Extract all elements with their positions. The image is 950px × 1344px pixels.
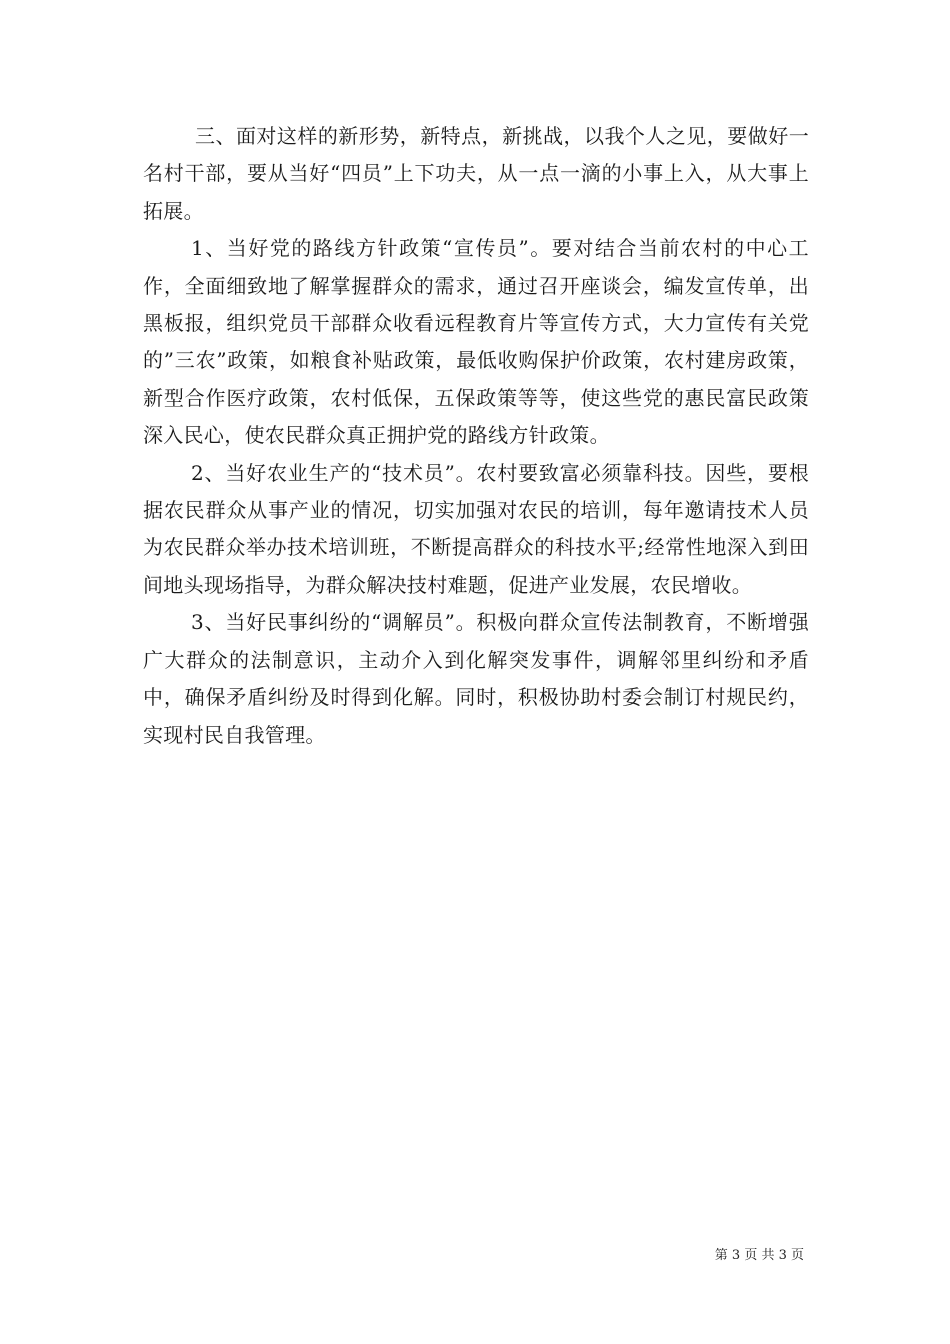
paragraph-item-2-technician: 2、当好农业生产的“技术员”。农村要致富必须靠科技。因些，要根据农民群众从事产业的情况，切实加强对农民的培训，每年邀请技术人员为农民群众举办技术培训班，不断提高群众的科技水平;经常性地深入到田间地头现场指导，为群众解决技村难题，促进产业发展，农民增收。 xyxy=(143,460,809,597)
page-number-footer: 第 3 页 共 3 页 xyxy=(714,1248,804,1263)
paragraph-section-three: 三、面对这样的新形势，新特点，新挑战，以我个人之见，要做好一名村干部，要从当好“四员”上下功夫，从一点一滴的小事上入，从大事上拓展。 xyxy=(143,124,809,223)
paragraph-item-1-propagandist: 1、当好党的路线方针政策“宣传员”。要对结合当前农村的中心工作，全面细致地了解掌握群众的需求，通过召开座谈会，编发宣传单，出黑板报，组织党员干部群众收看远程教育片等宣传方式，大力宣传有关党的”三农”政策，如粮食补贴政策，最低收购保护价政策，农村建房政策，新型合作医疗政策，农村低保，五保政策等等，使这些党的惠民富民政策深入民心，使农民群众真正拥护党的路线方针政策。 xyxy=(143,236,809,448)
paragraph-item-3-mediator: 3、当好民事纠纷的“调解员”。积极向群众宣传法制教育，不断增强广大群众的法制意识，主动介入到化解突发事件，调解邻里纠纷和矛盾中，确保矛盾纠纷及时得到化解。同时，积极协助村委会制订村规民约，实现村民自我管理。 xyxy=(143,610,809,747)
document-body xyxy=(143,118,809,754)
